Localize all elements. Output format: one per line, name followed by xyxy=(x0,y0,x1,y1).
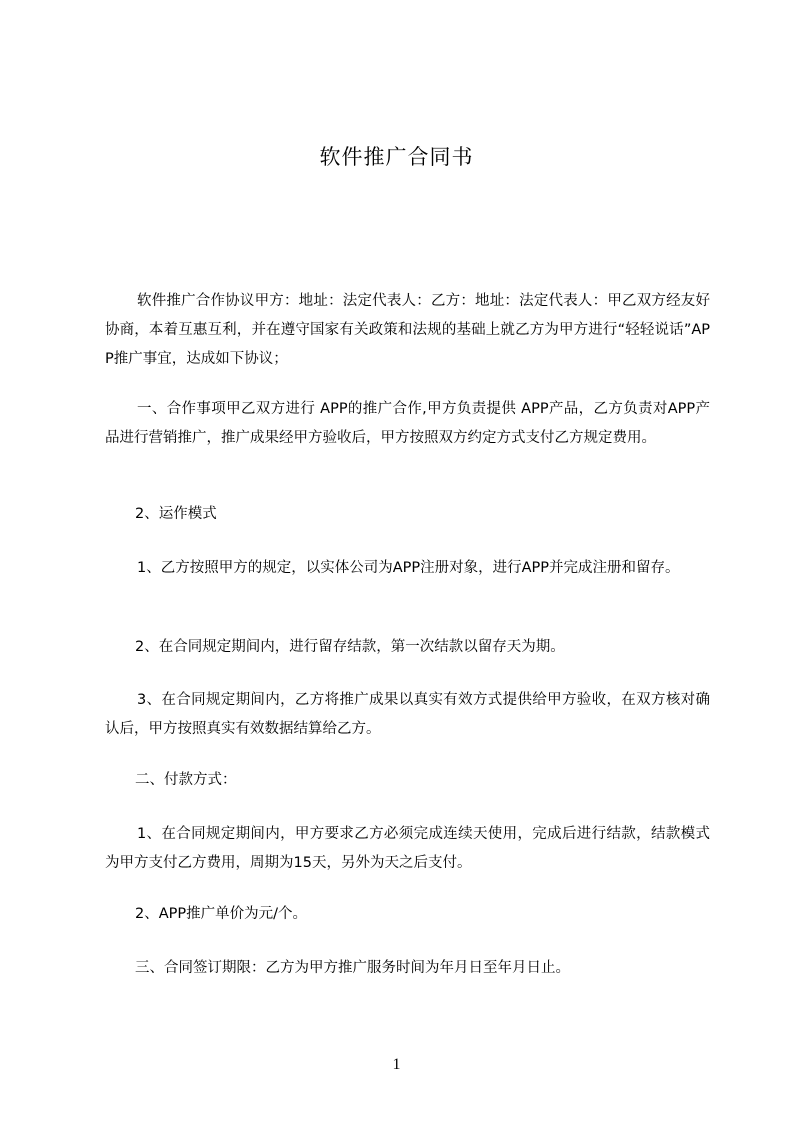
clause-settlement: 2、在合同规定期间内，进行留存结款，第一次结款以留存天为期。 xyxy=(135,639,565,655)
clause-unit-price: 2、APP推广单价为元/个。 xyxy=(135,906,308,922)
page-number: 1 xyxy=(392,1056,401,1073)
section-operation-heading: 2、运作模式 xyxy=(135,506,217,522)
intro-paragraph: 软件推广合作协议甲方：地址：法定代表人：乙方：地址：法定代表人：甲乙双方经友好协商，本着互惠互利，并在遵守国家有关政策和法规的基础上就乙方为甲方进行“轻轻说话”APP推广事宜，达成如下协议； xyxy=(105,293,710,367)
section-term-paragraph: 三、合同签订期限：乙方为甲方推广服务时间为年月日至年月日止。 xyxy=(135,960,570,976)
section-cooperation-paragraph: 一、合作事项甲乙双方进行 APP的推广合作,甲方负责提供 APP产品，乙方负责对APP产品进行营销推广，推广成果经甲方验收后，甲方按照双方约定方式支付乙方规定费用。 xyxy=(105,401,710,446)
clause-payment-terms: 1、在合同规定期间内，甲方要求乙方必须完成连续天使用，完成后进行结款，结款模式为甲方支付乙方费用，周期为15天，另外为天之后支付。 xyxy=(105,826,710,871)
clause-verification: 3、在合同规定期间内，乙方将推广成果以真实有效方式提供给甲方验收，在双方核对确认后，甲方按照真实有效数据结算给乙方。 xyxy=(105,692,710,737)
clause-registration: 1、乙方按照甲方的规定，以实体公司为APP注册对象，进行APP并完成注册和留存。 xyxy=(137,560,680,576)
section-payment-heading: 二、付款方式： xyxy=(135,772,237,788)
document-title: 软件推广合同书 xyxy=(319,145,474,169)
